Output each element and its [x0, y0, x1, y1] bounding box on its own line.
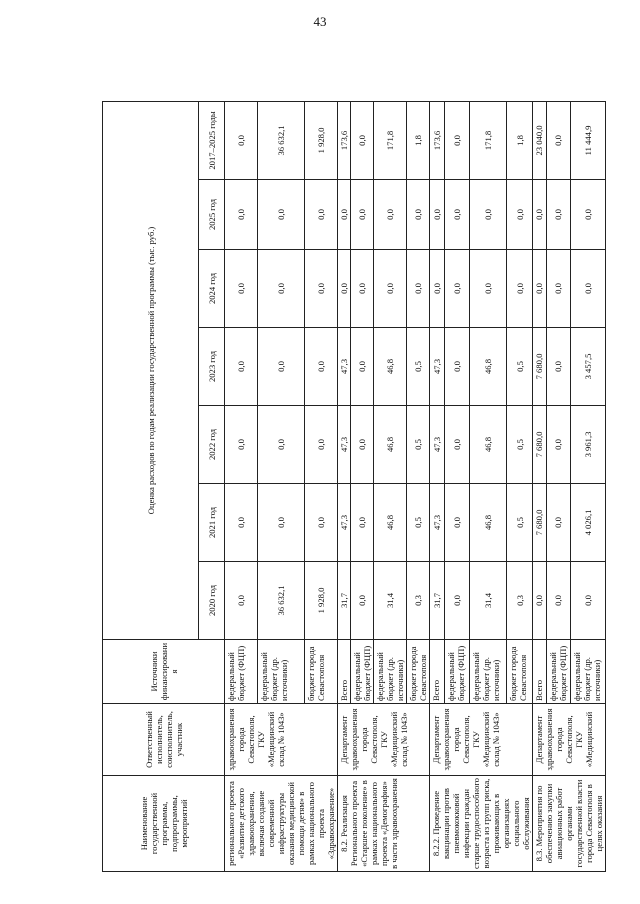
year-value-cell: 0,0 [257, 406, 304, 484]
year-value-cell: 46,8 [470, 406, 507, 484]
header-year: 2020 год [199, 562, 225, 640]
year-value-cell: 31,4 [374, 562, 407, 640]
executor-cell: здравоохранения города Севастополя, ГКУ «Медицинский склад № 1043» [225, 704, 338, 776]
year-value-cell: 0,0 [351, 406, 374, 484]
year-value-cell: 0,0 [351, 328, 374, 406]
table-row [225, 101, 258, 871]
year-value-cell: 0,0 [351, 250, 374, 328]
year-value-cell: 4 026,1 [571, 484, 606, 562]
total-value-cell: 11 444,9 [571, 101, 606, 179]
header-year: 2021 год [199, 484, 225, 562]
year-value-cell: 0,0 [444, 180, 470, 250]
year-value-cell: 0,0 [444, 250, 470, 328]
rotated-table-container [102, 102, 610, 872]
year-value-cell: 0,0 [444, 406, 470, 484]
year-value-cell: 47,3 [338, 328, 351, 406]
year-value-cell: 47,3 [430, 484, 445, 562]
funding-source-cell: бюджет города Севастополя [507, 640, 533, 704]
header-program: Наименование государственной программы, подпрограммы, мероприятий [103, 776, 225, 872]
year-value-cell: 0,0 [546, 562, 570, 640]
funding-source-cell: федеральный бюджет (др. источники) [470, 640, 507, 704]
year-value-cell: 7 680,0 [533, 484, 547, 562]
year-value-cell: 0,0 [225, 328, 258, 406]
year-value-cell: 31,4 [470, 562, 507, 640]
year-value-cell: 46,8 [470, 328, 507, 406]
year-value-cell: 0,0 [305, 484, 338, 562]
program-name-cell: 8.2. Реализация Регионального проекта «Старшее поколение» в рамках национального проекта «Демография» в части здравоохранения [338, 776, 430, 872]
year-value-cell: 0,0 [444, 484, 470, 562]
year-value-cell: 0,0 [305, 250, 338, 328]
header-year: 2023 год [199, 328, 225, 406]
year-value-cell: 0,0 [546, 250, 570, 328]
year-value-cell: 3 961,3 [571, 406, 606, 484]
year-value-cell: 46,8 [470, 484, 507, 562]
year-value-cell: 0,0 [305, 328, 338, 406]
total-value-cell: 0,0 [444, 101, 470, 179]
page-number: 43 [313, 14, 327, 29]
total-value-cell: 36 632,1 [257, 101, 304, 179]
funding-source-cell: федеральный бюджет (ФЦП) [351, 640, 374, 704]
year-value-cell: 46,8 [374, 484, 407, 562]
funding-source-cell: федеральный бюджет (др. источники) [571, 640, 606, 704]
year-value-cell: 0,0 [338, 180, 351, 250]
header-year: 2022 год [199, 406, 225, 484]
funding-source-cell: Всего [533, 640, 547, 704]
total-value-cell: 0,0 [225, 101, 258, 179]
year-value-cell: 0,0 [374, 180, 407, 250]
table-row [430, 101, 445, 871]
total-value-cell: 0,0 [546, 101, 570, 179]
total-value-cell: 1,8 [507, 101, 533, 179]
year-value-cell: 0,0 [305, 180, 338, 250]
header-source: Источники финансирования [103, 640, 225, 704]
year-value-cell: 0,0 [351, 180, 374, 250]
table-row [338, 101, 351, 871]
year-value-cell: 0,0 [257, 250, 304, 328]
year-value-cell: 31,7 [338, 562, 351, 640]
year-value-cell: 0,0 [533, 180, 547, 250]
total-value-cell: 171,8 [374, 101, 407, 179]
year-value-cell: 0,5 [407, 406, 430, 484]
year-value-cell: 0,0 [225, 406, 258, 484]
header-year: 2025 год [199, 180, 225, 250]
year-value-cell: 46,8 [374, 328, 407, 406]
year-value-cell: 0,0 [225, 484, 258, 562]
year-value-cell: 0,0 [257, 328, 304, 406]
year-value-cell: 0,0 [507, 180, 533, 250]
funding-source-cell: федеральный бюджет (др. источники) [257, 640, 304, 704]
year-value-cell: 0,0 [470, 180, 507, 250]
table-body [225, 101, 606, 871]
year-value-cell: 0,0 [351, 484, 374, 562]
year-value-cell: 0,5 [507, 484, 533, 562]
year-value-cell: 0,5 [407, 484, 430, 562]
funding-source-cell: бюджет города Севастополя [407, 640, 430, 704]
year-value-cell: 0,0 [225, 562, 258, 640]
year-value-cell: 0,0 [407, 250, 430, 328]
year-value-cell: 1 928,0 [305, 562, 338, 640]
year-value-cell: 0,5 [507, 406, 533, 484]
year-value-cell: 0,0 [374, 250, 407, 328]
funding-source-cell: федеральный бюджет (др. источники) [374, 640, 407, 704]
funding-source-cell: бюджет города Севастополя [305, 640, 338, 704]
executor-cell: Департамент здравоохранения города Севастополя, ГКУ «Медицинский [533, 704, 606, 776]
year-value-cell: 0,0 [430, 180, 445, 250]
year-value-cell: 0,0 [470, 250, 507, 328]
total-value-cell: 171,8 [470, 101, 507, 179]
budget-table [102, 101, 606, 872]
year-value-cell: 0,0 [444, 328, 470, 406]
year-value-cell: 0,3 [407, 562, 430, 640]
program-name-cell: 8.2.2. Проведение вакцинации против пневмококковой инфекции граждан старше трудоспособного возраста из групп риска, проживающих в организациях социального обслуживания [430, 776, 533, 872]
year-value-cell: 0,0 [407, 180, 430, 250]
header-year-total: 2017–2025 годы [199, 101, 225, 179]
year-value-cell: 0,0 [571, 180, 606, 250]
year-value-cell: 47,3 [338, 406, 351, 484]
year-value-cell: 46,8 [374, 406, 407, 484]
year-value-cell: 47,3 [430, 406, 445, 484]
year-value-cell: 0,0 [546, 180, 570, 250]
program-name-cell: 8.3. Мероприятия по обеспечению закупки авиационных работ органами государственной власти города Севастополя в целях оказания [533, 776, 606, 872]
executor-cell: Департамент здравоохранения города Севастополя, ГКУ «Медицинский склад № 1043» [430, 704, 533, 776]
total-value-cell: 23 040,0 [533, 101, 547, 179]
year-value-cell: 0,0 [444, 562, 470, 640]
year-value-cell: 0,0 [546, 484, 570, 562]
year-value-cell: 0,0 [225, 250, 258, 328]
program-name-cell: регионального проекта «Развитие детского здравоохранения, включая создание современной инфраструктуры оказания медицинской помощи детям» в рамках национального проекта «Здравоохранение» [225, 776, 338, 872]
header-executor: Ответственный исполнитель, соисполнитель, участник [103, 704, 225, 776]
year-value-cell: 31,7 [430, 562, 445, 640]
total-value-cell: 173,6 [430, 101, 445, 179]
year-value-cell: 0,0 [546, 328, 570, 406]
year-value-cell: 0,0 [257, 484, 304, 562]
year-value-cell: 7 680,0 [533, 406, 547, 484]
year-value-cell: 0,0 [305, 406, 338, 484]
year-value-cell: 0,0 [571, 250, 606, 328]
year-value-cell: 0,0 [507, 250, 533, 328]
year-value-cell: 0,5 [407, 328, 430, 406]
year-value-cell: 36 632,1 [257, 562, 304, 640]
header-estimate: Оценка расходов по годам реализации государственной программы (тыс. руб.) [103, 101, 199, 639]
total-value-cell: 1,8 [407, 101, 430, 179]
funding-source-cell: федеральный бюджет (ФЦП) [546, 640, 570, 704]
year-value-cell: 0,0 [533, 250, 547, 328]
total-value-cell: 1 928,0 [305, 101, 338, 179]
total-value-cell: 0,0 [351, 101, 374, 179]
total-value-cell: 173,6 [338, 101, 351, 179]
funding-source-cell: федеральный бюджет (ФЦП) [225, 640, 258, 704]
funding-source-cell: Всего [430, 640, 445, 704]
funding-source-cell: федеральный бюджет (ФЦП) [444, 640, 470, 704]
year-value-cell: 0,0 [338, 250, 351, 328]
year-value-cell: 3 457,5 [571, 328, 606, 406]
year-value-cell: 0,5 [507, 328, 533, 406]
year-value-cell: 47,3 [430, 328, 445, 406]
executor-cell: Департамент здравоохранения города Севастополя, ГКУ «Медицинский склад № 1043» [338, 704, 430, 776]
year-value-cell: 0,0 [430, 250, 445, 328]
header-year: 2024 год [199, 250, 225, 328]
year-value-cell: 0,0 [351, 562, 374, 640]
year-value-cell: 0,0 [571, 562, 606, 640]
funding-source-cell: Всего [338, 640, 351, 704]
table-row [533, 101, 547, 871]
year-value-cell: 0,3 [507, 562, 533, 640]
year-value-cell: 0,0 [257, 180, 304, 250]
year-value-cell: 0,0 [533, 562, 547, 640]
year-value-cell: 0,0 [225, 180, 258, 250]
year-value-cell: 0,0 [546, 406, 570, 484]
year-value-cell: 47,3 [338, 484, 351, 562]
year-value-cell: 7 680,0 [533, 328, 547, 406]
